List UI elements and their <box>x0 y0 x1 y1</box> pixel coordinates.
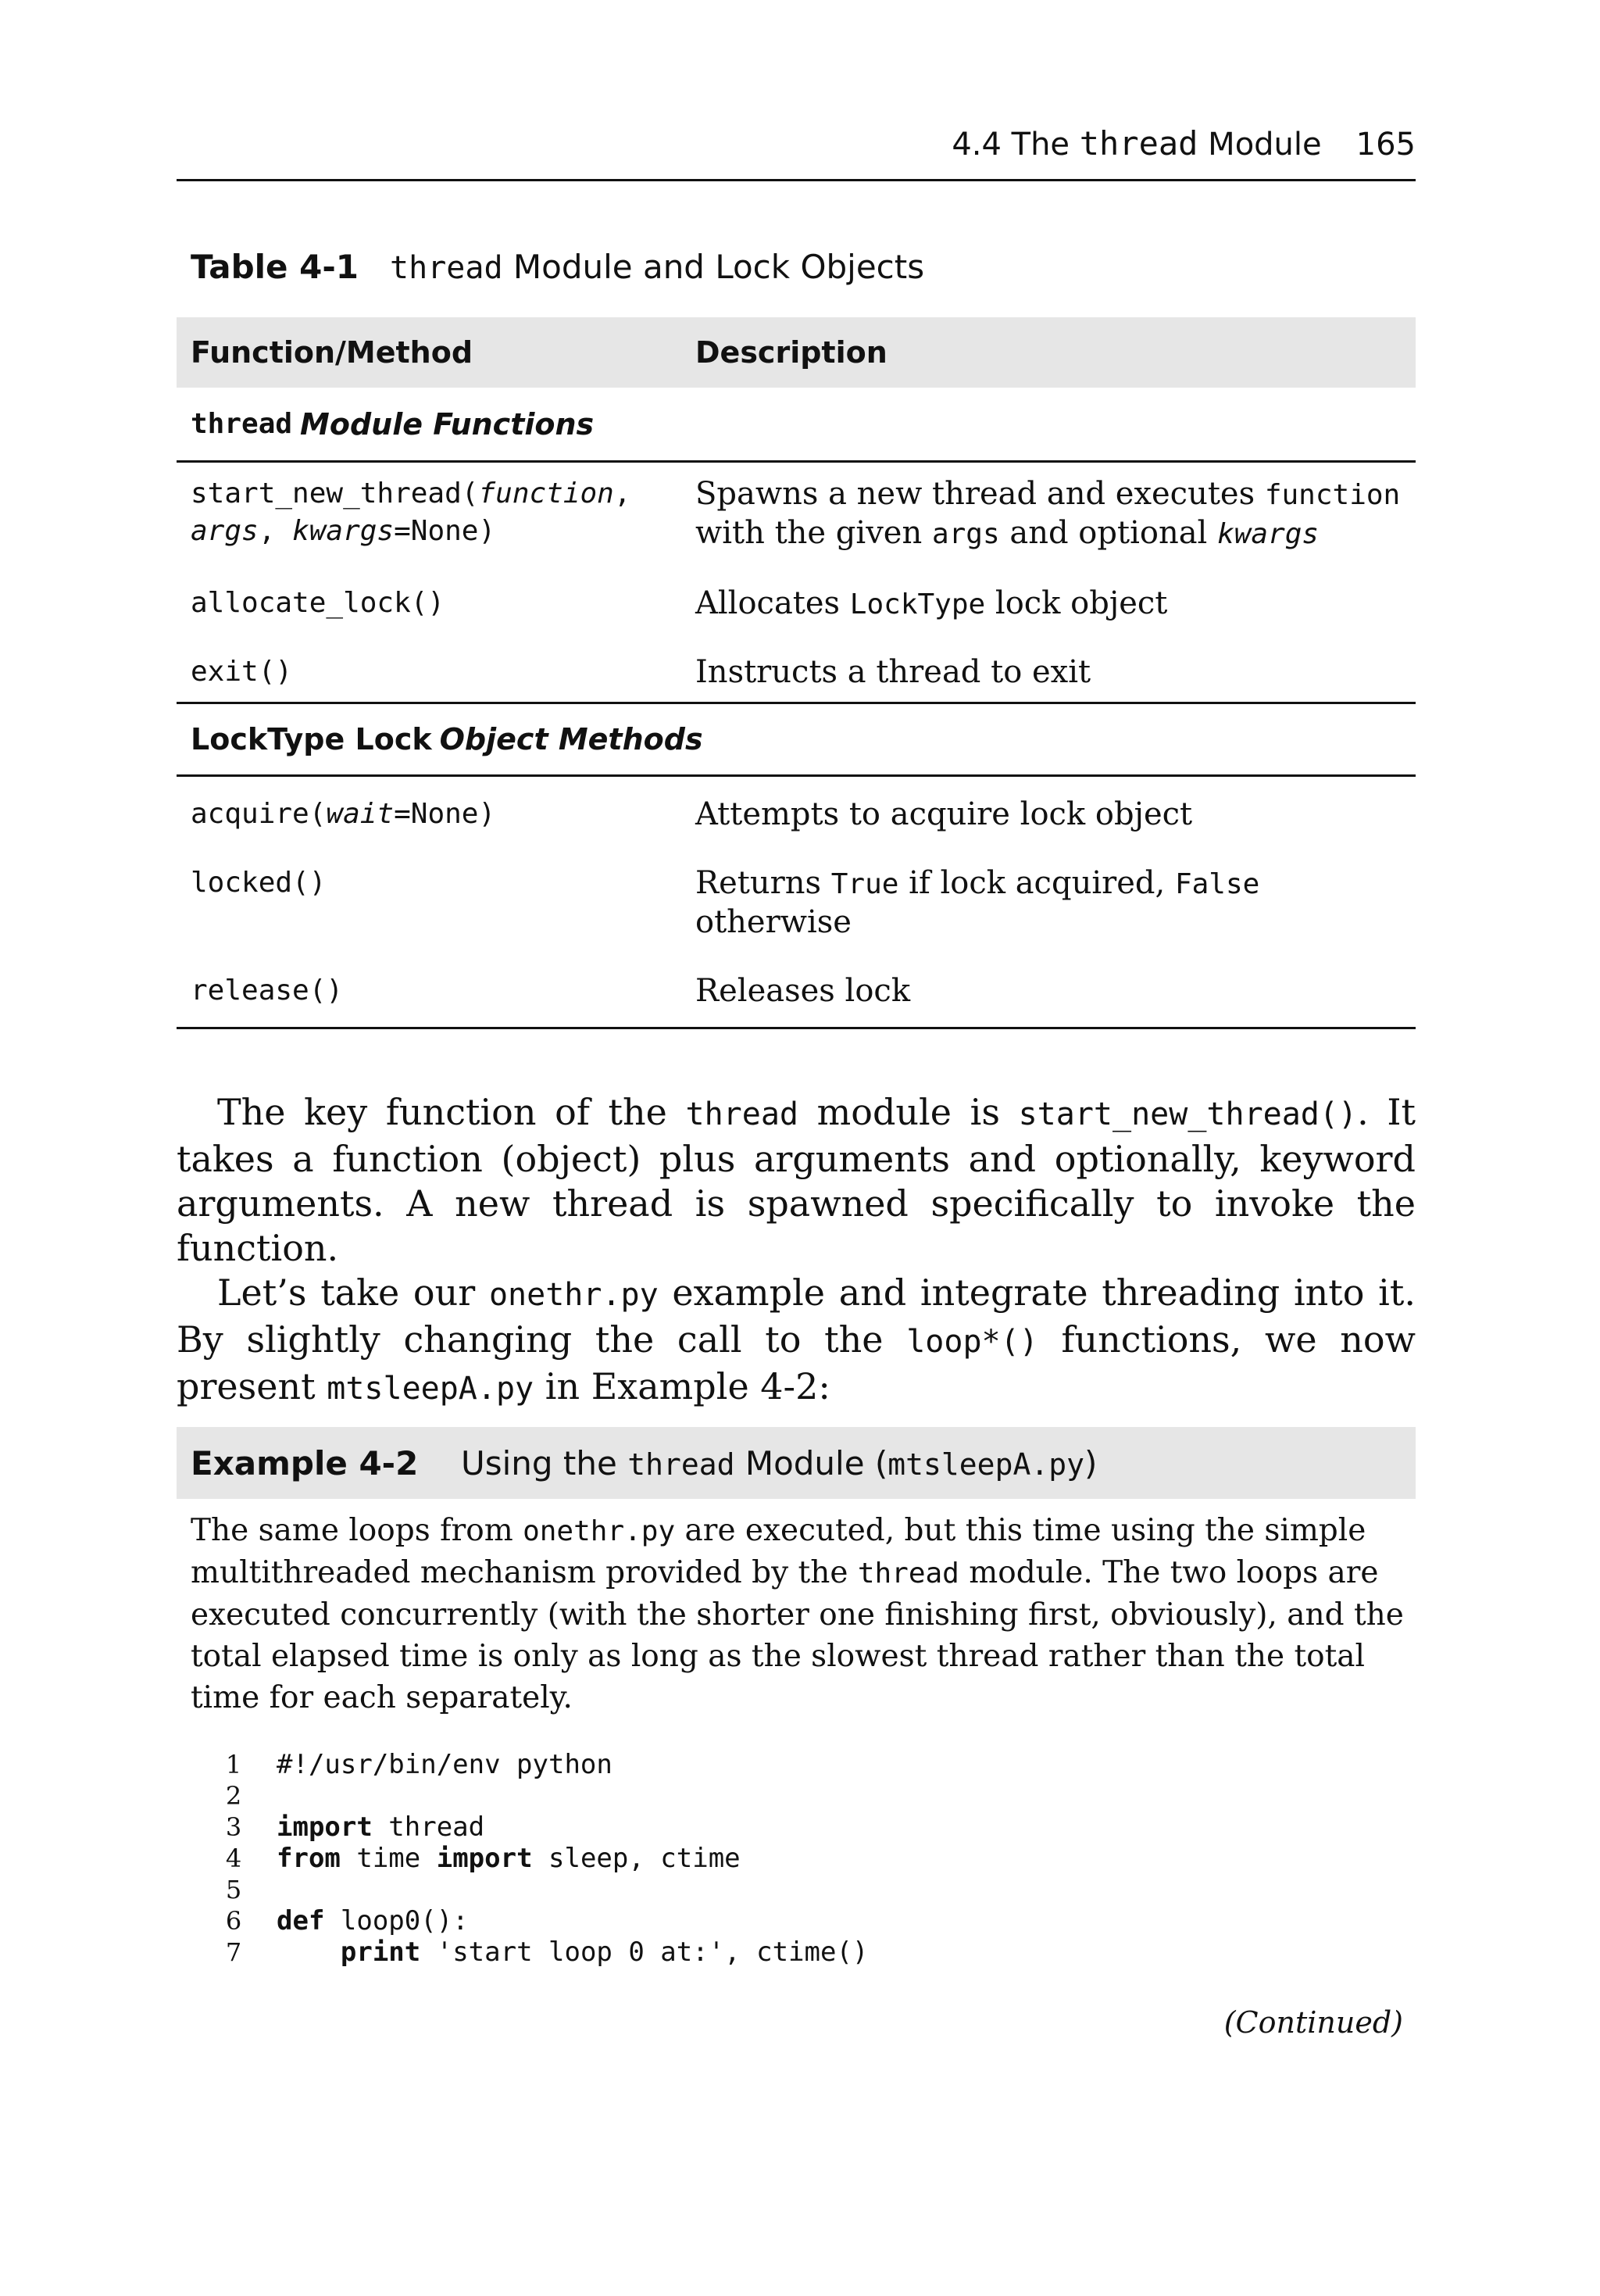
inline-code: thread <box>857 1557 959 1590</box>
code-rest: sleep, ctime <box>532 1843 741 1874</box>
row-description <box>695 864 1416 941</box>
desc-part: otherwise <box>695 904 852 940</box>
line-number: 3 <box>225 1812 242 1842</box>
row-description: Attempts to acquire lock object <box>695 796 1193 832</box>
code-text: #!/usr/bin/env python <box>277 1749 612 1780</box>
table-row <box>177 553 1416 624</box>
header-description: Description <box>695 335 888 370</box>
text-run: Using the <box>461 1443 628 1482</box>
section-italic-label: Object Methods <box>439 722 703 756</box>
code-text <box>277 1811 484 1843</box>
row-description <box>695 585 1416 624</box>
code-line <box>191 1780 868 1811</box>
fn-arg-function: function <box>478 477 614 510</box>
line-number: 2 <box>225 1781 242 1811</box>
section-title-mono: thread <box>1079 124 1198 163</box>
code-line <box>191 1811 868 1843</box>
inline-code: loop*() <box>906 1324 1038 1360</box>
line-number: 4 <box>225 1844 242 1873</box>
keyword: from <box>277 1843 341 1874</box>
desc-mono: False <box>1174 868 1260 900</box>
fn-part: , <box>258 515 293 547</box>
code-rest: loop0(): <box>324 1905 469 1937</box>
row-function-name: allocate_lock() <box>191 587 445 619</box>
row-function-name <box>177 475 695 553</box>
code-line <box>191 1905 868 1937</box>
fn-arg-kwargs: kwargs <box>292 515 395 547</box>
row-function-name: exit() <box>191 656 293 688</box>
text-run: example and integrate threading into it. By slightly changing the call to the <box>177 1271 1416 1361</box>
section-title-suffix: Module <box>1198 127 1322 163</box>
desc-part: and optional <box>999 515 1218 551</box>
table-header-row <box>177 317 1416 388</box>
desc-part: lock object <box>985 585 1168 621</box>
line-number: 6 <box>225 1906 242 1936</box>
table-row <box>177 624 1416 702</box>
inline-code: mtsleepA.py <box>888 1447 1084 1482</box>
inline-code: mtsleepA.py <box>327 1371 534 1407</box>
code-rest: time <box>340 1843 437 1874</box>
section-title-prefix: 4.4 The <box>952 127 1080 163</box>
code-line <box>191 1749 868 1780</box>
code-listing <box>191 1749 868 1968</box>
fn-arg-args: args <box>191 515 259 547</box>
row-function-name: release() <box>191 975 344 1007</box>
desc-part: Spawns a new thread and executes <box>695 476 1265 512</box>
code-indent <box>277 1937 341 1968</box>
text-run: functions, we now present <box>177 1318 1416 1407</box>
table-caption <box>191 245 924 290</box>
code-line <box>191 1874 868 1905</box>
table-title-text: Module and Lock Objects <box>502 248 925 286</box>
header-function-method: Function/Method <box>191 335 473 370</box>
fn-part: start_new_thread( <box>191 477 479 510</box>
row-description <box>695 475 1416 553</box>
text-run: ) <box>1084 1443 1098 1482</box>
row-function-name: locked() <box>191 867 327 899</box>
example-number: Example 4-2 <box>191 1443 419 1482</box>
inline-code: onethr.py <box>523 1515 676 1547</box>
keyword: import <box>436 1843 533 1874</box>
section-thread-module-functions <box>177 388 1416 463</box>
example-title <box>461 1444 1097 1482</box>
running-head-text <box>952 123 1416 165</box>
text-run: . It takes a function (object) plus arguments and optionally, keyword arguments. A new thread is spawned specifically to invoke the function. <box>177 1091 1416 1269</box>
desc-mono: True <box>830 868 899 900</box>
desc-part: Allocates <box>695 585 850 621</box>
fn-part: =None) <box>394 798 496 830</box>
table-row <box>177 463 1416 553</box>
example-description <box>191 1510 1409 1718</box>
section-bold-label: LockType Lock <box>191 722 432 756</box>
text-run: The same loops from <box>191 1513 523 1548</box>
page-number: 165 <box>1355 127 1416 163</box>
inline-code: onethr.py <box>488 1277 659 1313</box>
continued-note: (Continued) <box>1223 2005 1403 2040</box>
text-run: module. The two loops are executed concurrently (with the shorter one finishing first, obviously), and the total elapsed time is only as long as the slowest thread rather than the total time for each separately. <box>191 1555 1404 1715</box>
text-run: Module ( <box>734 1443 888 1482</box>
line-number: 1 <box>225 1750 242 1779</box>
paragraph-1 <box>177 1090 1416 1271</box>
code-line <box>191 1843 868 1874</box>
inline-code: thread <box>627 1447 735 1482</box>
fn-arg-wait: wait <box>326 798 395 830</box>
row-description: Releases lock <box>695 973 911 1009</box>
code-text <box>277 1843 741 1874</box>
fn-part: =None) <box>394 515 496 547</box>
desc-part: with the given <box>695 515 932 551</box>
example-header <box>177 1427 1416 1499</box>
line-number: 7 <box>225 1937 242 1967</box>
row-function-name <box>177 796 695 833</box>
text-run: Let’s take our <box>217 1271 489 1314</box>
keyword: print <box>340 1937 421 1968</box>
table-title-mono: thread <box>390 250 503 286</box>
text-run: module is <box>798 1091 1019 1133</box>
section-italic-label: Module Functions <box>300 406 595 442</box>
desc-mono: LockType <box>849 588 986 620</box>
keyword: def <box>277 1905 325 1937</box>
code-text <box>277 1937 868 1968</box>
table-row <box>177 941 1416 1029</box>
body-text <box>177 1090 1416 1411</box>
fn-part: , <box>613 477 631 510</box>
inline-code: start_new_thread() <box>1018 1096 1358 1132</box>
section-mono-label: thread <box>191 408 293 440</box>
running-head <box>177 117 1416 181</box>
desc-mono: function <box>1264 479 1401 511</box>
desc-mono: kwargs <box>1217 518 1320 550</box>
function-table <box>177 317 1416 1029</box>
desc-part: Returns <box>695 865 831 901</box>
code-rest: thread <box>372 1811 485 1843</box>
line-number: 5 <box>225 1875 242 1904</box>
paragraph-2 <box>177 1271 1416 1411</box>
code-text <box>277 1905 469 1937</box>
code-line <box>191 1937 868 1968</box>
section-lock-object-methods <box>177 702 1416 777</box>
code-rest: 'start loop 0 at:', ctime() <box>420 1937 869 1968</box>
table-row <box>177 777 1416 833</box>
text-run: in Example 4-2: <box>534 1365 830 1407</box>
keyword: import <box>277 1811 373 1843</box>
fn-part: acquire( <box>191 798 327 830</box>
text-run: are executed, but this time using the simple multithreaded mechanism provided by the <box>191 1513 1366 1590</box>
desc-part: if lock acquired, <box>898 865 1175 901</box>
inline-code: thread <box>685 1096 798 1132</box>
table-number: Table 4-1 <box>191 248 359 286</box>
text-run: The key function of the <box>217 1091 686 1133</box>
desc-mono: args <box>931 518 1000 550</box>
table-row <box>177 833 1416 941</box>
row-description: Instructs a thread to exit <box>695 654 1091 690</box>
